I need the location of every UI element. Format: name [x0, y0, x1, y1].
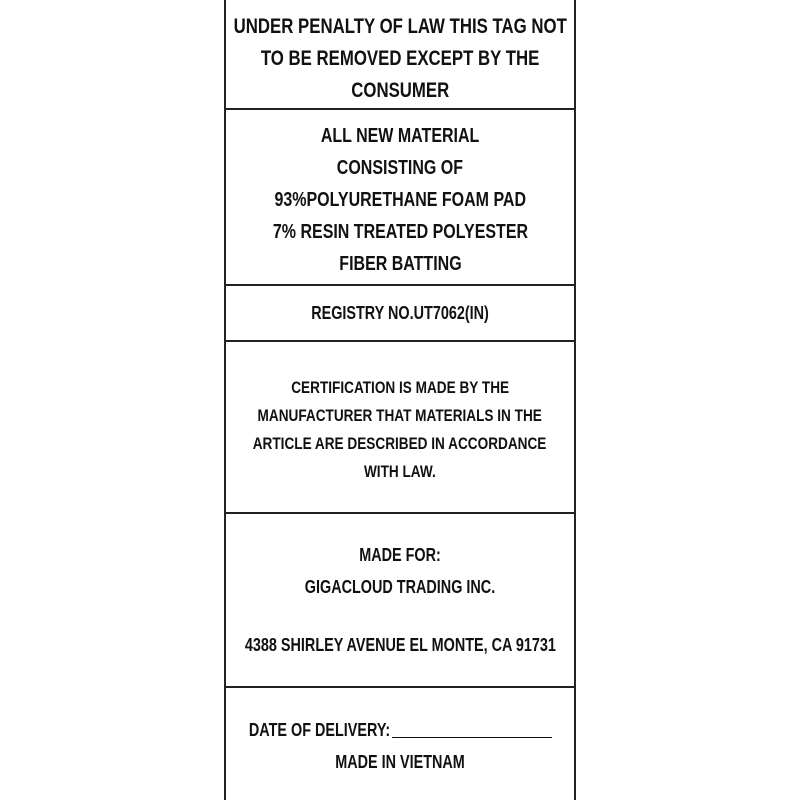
warning-line: TO BE REMOVED EXCEPT BY THE	[260, 47, 540, 70]
registry-number: REGISTRY NO.UT7062(IN)	[311, 303, 489, 323]
delivery-date-row	[249, 714, 552, 746]
material-line: 93%POLYURETHANE FOAM PAD	[274, 189, 526, 211]
certification-line: CERTIFICATION IS MADE BY THE	[291, 378, 509, 397]
material-line: FIBER BATTING	[338, 253, 462, 275]
certification-line: ARTICLE ARE DESCRIBED IN ACCORDANCE	[253, 434, 547, 453]
country-of-origin: MADE IN VIETNAM	[335, 752, 465, 772]
material-line: ALL NEW MATERIAL	[320, 125, 480, 147]
material-line: 7% RESIN TREATED POLYESTER	[272, 221, 528, 243]
warning-line: UNDER PENALTY OF LAW THIS TAG NOT	[233, 15, 567, 38]
warning-section	[226, 0, 574, 110]
material-section	[226, 110, 574, 286]
registry-section	[226, 286, 574, 342]
warning-line: CONSUMER	[350, 79, 449, 102]
material-line: CONSISTING OF	[336, 157, 464, 179]
delivery-date-label: DATE OF DELIVERY:	[248, 720, 390, 740]
made-for-section	[226, 514, 574, 688]
certification-line: MANUFACTURER THAT MATERIALS IN THE	[257, 406, 543, 425]
company-name: GIGACLOUD TRADING INC.	[304, 577, 496, 597]
certification-line: WITH LAW.	[364, 462, 436, 481]
law-tag	[224, 0, 576, 800]
certification-section	[226, 342, 574, 514]
made-for-label: MADE FOR:	[359, 545, 441, 565]
company-address: 4388 SHIRLEY AVENUE EL MONTE, CA 91731	[244, 635, 556, 655]
footer-section	[226, 688, 574, 800]
delivery-date-blank	[391, 737, 551, 738]
